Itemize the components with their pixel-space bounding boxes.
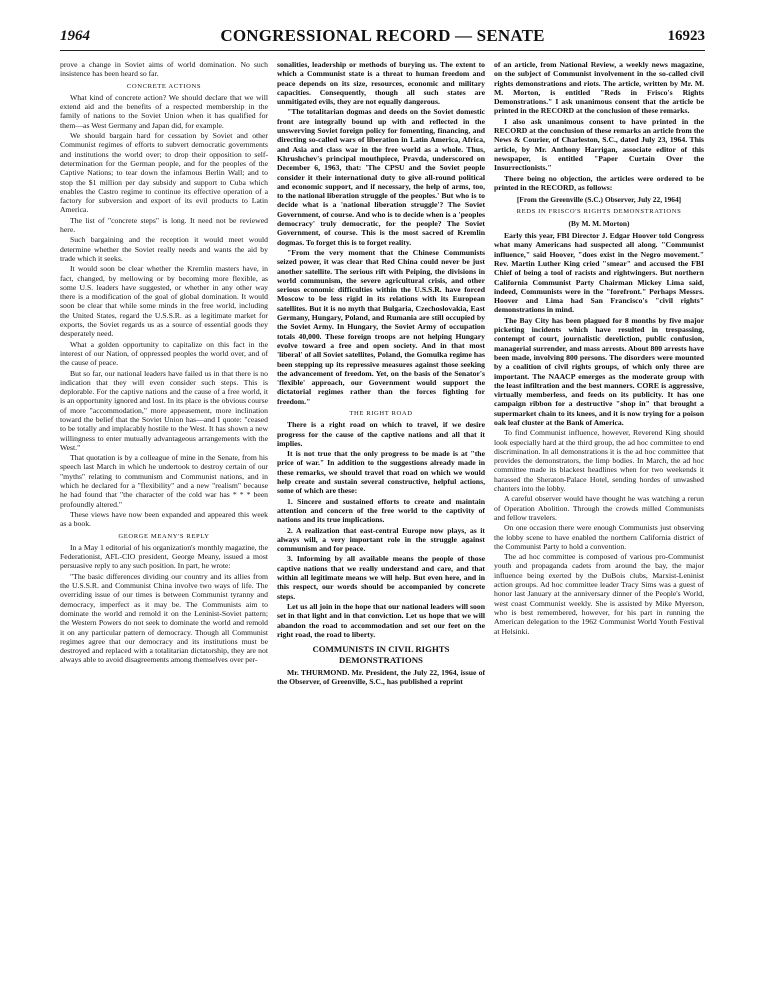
header-page-number: 16923 (667, 28, 705, 44)
paragraph: Early this year, FBI Director J. Edgar Hoover told Congress what many Americans had suspected all along. "Communist influence," said Hoover, "does exist in the Negro movement." Rev. Martin Luther King cried "smear" and accused the FBI Chief of being a tool of racists and rightwingers. But northern California Communist Party Chairman Mickey Lima said, indeed, Communists were in the "forefront." Perhaps Messrs. Hoover and Lima had San Francisco's "civil rights" demonstrations in mind. (494, 231, 704, 315)
thurmond-continued-block (494, 60, 704, 204)
paragraph: The Bay City has been plagued for 8 months by five major picketing incidents which have resulted in trespassing, contempt of court, journalistic dereliction, public confusion, managerial surrender, and mass arrests. About 800 arrests have been made, involving 800 persons. The disorders were mounted by a coalition of civil rights groups, of which only three are important. The NAACP emerges as the moderate group with the least infiltration and the best manners. CORE is aggressive, virtually memberless, and feeds on its publicity. It has one campaign ribbon for a destructive "shop in" that brought a supermarket chain to its knees, and it is now trying for a poison oak leaf cluster at the Bank of America. (494, 315, 704, 427)
paragraph: On one occasion there were enough Communists just observing the lobby scene to have enabled the northern California district of the Communist Party to hold a convention. (494, 523, 704, 551)
paragraph: We should bargain hard for cessation by Soviet and other Communist regimes of efforts to subvert democratic governments and institutions the world over; to drop their opposition to self-determination for the German people, and for the peoples of the Captive Nations; to tear down the infamous Berlin Wall; and to stop the $1 million per day subsidy and support to Cuba which enables the Castro regime to continue its effective operation of a factory for subversion and export of its evil products to Latin America. (60, 131, 268, 215)
paragraph: Such bargaining and the reception it would meet would determine whether the Soviet really needs and wants the aid by trade which it seeks. (60, 235, 268, 263)
header-year: 1964 (60, 28, 90, 44)
paragraph: What a golden opportunity to capitalize on this fact in the interest of our Nation, of oppressed peoples the world over, and of the cause of peace. (60, 339, 268, 368)
paragraph: It is not true that the only progress to be made is at "the price of war." In addition to the suggestions already made in these remarks, we should travel that road on which we would help create and sustain several constructive, helpful actions, some of which are these: (277, 449, 485, 496)
article-body (494, 231, 704, 427)
article-title-communists-civil-rights: COMMUNISTS IN CIVIL RIGHTS DEMONSTRATIONS (312, 644, 450, 665)
quoted-paragraph: "The basic differences dividing our country and its allies from the U.S.S.R. and Communist China involve two ways of life. The overriding issue of our times is between Communist tyranny and democracy, imperfect as it may be. The Communists aim to dominate the world and remold it on the Leninist-Soviet pattern; the Western Powers do not seek to dominate the world and remold it on any particular pattern of democracy. Though all Communist regimes agree that our democracy and its institutions must be destroyed and replaced with a totalitarian dictatorship, they are not always able to avoid disagreements among themselves over per- (60, 571, 268, 665)
section-heading-right-road: THE RIGHT ROAD (349, 409, 413, 417)
article-heading-reds-in-frisco: REDS IN FRISCO'S RIGHTS DEMONSTRATIONS (516, 208, 682, 216)
quoted-block (277, 60, 485, 406)
column-middle (277, 60, 485, 965)
source-citation: [From the Greenville (S.C.) Observer, July 22, 1964] (516, 195, 682, 205)
column-right (494, 60, 704, 965)
paragraph: To find Communist influence, however, Reverend King should look especially hard at the third group, the ad hoc committee to end discrimination. In all demonstrations it is the ad hoc committee that provides the demonstrators, the limp bodies. In March, the ad hoc committee made its blackest headlines when for two weekends it harassed the Sheraton-Palace Hotel, sending hordes of unwashed chanters into the lobby. (494, 428, 704, 494)
list-item: 1. Sincere and sustained efforts to create and maintain attention and concern of the free world to the captivity of nations and its true implications. (277, 496, 485, 525)
thurmond-block (277, 668, 485, 687)
paragraph: But so far, our national leaders have failed us in that there is no indication that they will even consider such steps. This is deplorable. For the captive nations and the cause of a free world, it is an opportunity ignored and lost. In its place is the obvious course of more "accommodation," more appeasement, more inclination toward the belief that the Soviet Union has—and I quote: "ceased to be totally and implacably hostile to the West. It has shown a new willingness to enter mutually advantageous arrangements with the West." (60, 368, 268, 452)
paragraph: There being no objection, the articles were ordered to be printed in the RECORD, as follows: (494, 173, 704, 192)
column-left (60, 60, 268, 965)
paragraph: The list of "concrete steps" is long. It need not be reviewed here. (60, 215, 268, 235)
paragraph: "The totalitarian dogmas and deeds on the Soviet domestic front are integrally bound up with and reflected in the unswerving Soviet foreign policy for fomenting, financing, and directing so-called wars of liberation in Latin America, Africa, and Asia and class war in the free world as a whole. Thus, Khrushchev's principal mouthpiece, Pravda, underscored on December 6, 1963, that: 'The CPSU and the Soviet people consider it their international duty to give all-round political and economic support, and if necessary, the help of arms, too, to the national liberation struggle of the peoples.' But who is to decide what is a 'national liberation struggle'? The Soviet Government, of course. And who is to decide when is a 'peoples democracy' truly democratic, for the people? The Soviet Government, of course. This is the most sacred of Kremlin dogmas. To forget this is to forget reality. (277, 107, 485, 247)
paragraph: of an article, from National Review, a weekly news magazine, on the subject of Communist involvement in the so-called civil rights demonstrations and riots. The article, written by Mr. M. M. Morton, is entitled "Reds in Frisco's Rights Demonstrations." I ask unanimous consent that the article be printed in the RECORD at the conclusion of these remarks. (494, 60, 704, 116)
section-heading-concrete-actions: CONCRETE ACTIONS (126, 82, 202, 90)
paragraph: These views have now been expanded and appeared this week as a book. (60, 509, 268, 529)
list-item: 3. Informing by all available means the people of those captive nations that we really understand and care, and that within all legitimate means we will help. But even here, and in this respect, our words should be accompanied by concrete steps. (277, 554, 485, 601)
paragraph: What kind of concrete action? We should declare that we will extend aid and the benefits of a respected membership in the family of nations to the Soviet Union when it has qualified for them—as West Germany and Japan did, for example. (60, 92, 268, 130)
paragraph: prove a change in Soviet aims of world domination. No such insistence has been heard so far. (60, 60, 268, 79)
paragraph: Let us all join in the hope that our national leaders will soon set in that light and in that conviction. Let us hope that we will abandon the road to accommodation and set our feet on the right road, the road to liberty. (277, 601, 485, 639)
paragraph: There is a right road on which to travel, if we desire progress for the cause of the captive nations and all that it implies. (277, 420, 485, 448)
right-road-block (277, 420, 485, 639)
section-heading-meany-reply: GEORGE MEANY'S REPLY (118, 532, 210, 540)
byline: (By M. M. Morton) (568, 218, 630, 228)
paragraph: "From the very moment that the Chinese Communists seized power, it was clear that Red China could never be just another satellite. The serious rift with Peiping, the divisions in world communism, the severe agricultural crisis, and other serious economic difficulties within the U.S.S.R. have forced Moscow to be less rigid in its relations with its European satellites. But it is no myth that Bulgaria, Czechoslovakia, East Germany, Hungary, Poland, and Rumania are still occupied by the Soviet Army. In Hungary, the Soviet Army of occupation totals 40,000. These foreign troops are not helping Hungary evolve toward a free and open society. And in that most 'liberal' of all Soviet satellites, Poland, the Gomulka regime has been stepping up its repressive measures against those seeking the advancement of freedom. Yet, on the basis of the Senator's 'flexible' approach, our Government would support the dictatorial regimes rather than the forces fighting for freedom." (277, 247, 485, 406)
page-header (60, 26, 705, 50)
paragraph: sonalities, leadership or methods of burying us. The extent to which a Communist state is a threat to human freedom and peace depends on its size, resources, economic and military capacities. Consequently, though all such states are unmitigated evils, they are not equally dangerous. (277, 60, 485, 107)
list-item: 2. A realization that east-central Europe now plays, as it always will, a very important role in the struggle against communism and for peace. (277, 525, 485, 554)
header-title: CONGRESSIONAL RECORD — SENATE (220, 26, 545, 45)
paragraph: I also ask unanimous consent to have printed in the RECORD at the conclusion of these remarks an article from the News & Courier, of Charleston, S.C., dated July 23, 1964. This article, by Mr. Anthony Harrigan, associate editor of this newspaper, is entitled "Paper Curtain Over the Insurrectionists." (494, 116, 704, 173)
paragraph: That quotation is by a colleague of mine in the Senate, from his speech last March in which he undertook to destroy certain of our "myths" relating to communism and Communist nations, and in which he declared for a "flexibility" and a new "realism" because he had found that "the character of the cold war has * * * been profoundly altered." (60, 453, 268, 509)
paragraph: A careful observer would have thought he was watching a rerun of Operation Abolition. Through the crowds milled Communists and fellow travelers. (494, 494, 704, 522)
paragraph: In a May 1 editorial of his organization's monthly magazine, the Federationist, AFL-CIO president, George Meany, issued a most persuasive reply to any such position. In part, he wrote: (60, 542, 268, 571)
paragraph: Mr. THURMOND. Mr. President, the July 22, 1964, issue of the Observer, of Greenville, S.C., has published a reprint (277, 668, 485, 687)
paragraph: It would soon be clear whether the Kremlin masters have, in fact, changed, by mellowing or by becoming more flexible, as some U.S. leaders have suggested, or whether in any other way there is a modification of the goal of global domination. It would soon be clear that while some minds in the free world, including the United States, regard the U.S.S.R. as a legitimate market for exports, the Soviet regards us as a source of essential goods they desperately need. (60, 264, 268, 339)
header-rule (60, 50, 705, 51)
paragraph: The ad hoc committee is composed of various pro-Communist youth and propaganda cadets from around the bay, the major influence being exerted by the DuBois clubs, Marxist-Leninist action groups. Ad hoc committee leader Tracy Sims was a guest of honor last January at the anniversary dinner of the People's World, west coast Communist weekly. She is assisted by Mike Myerson, who is best remembered, however, for his part in running the American delegation to the 1962 Communist World Youth Festival at Helsinki. (494, 552, 704, 636)
